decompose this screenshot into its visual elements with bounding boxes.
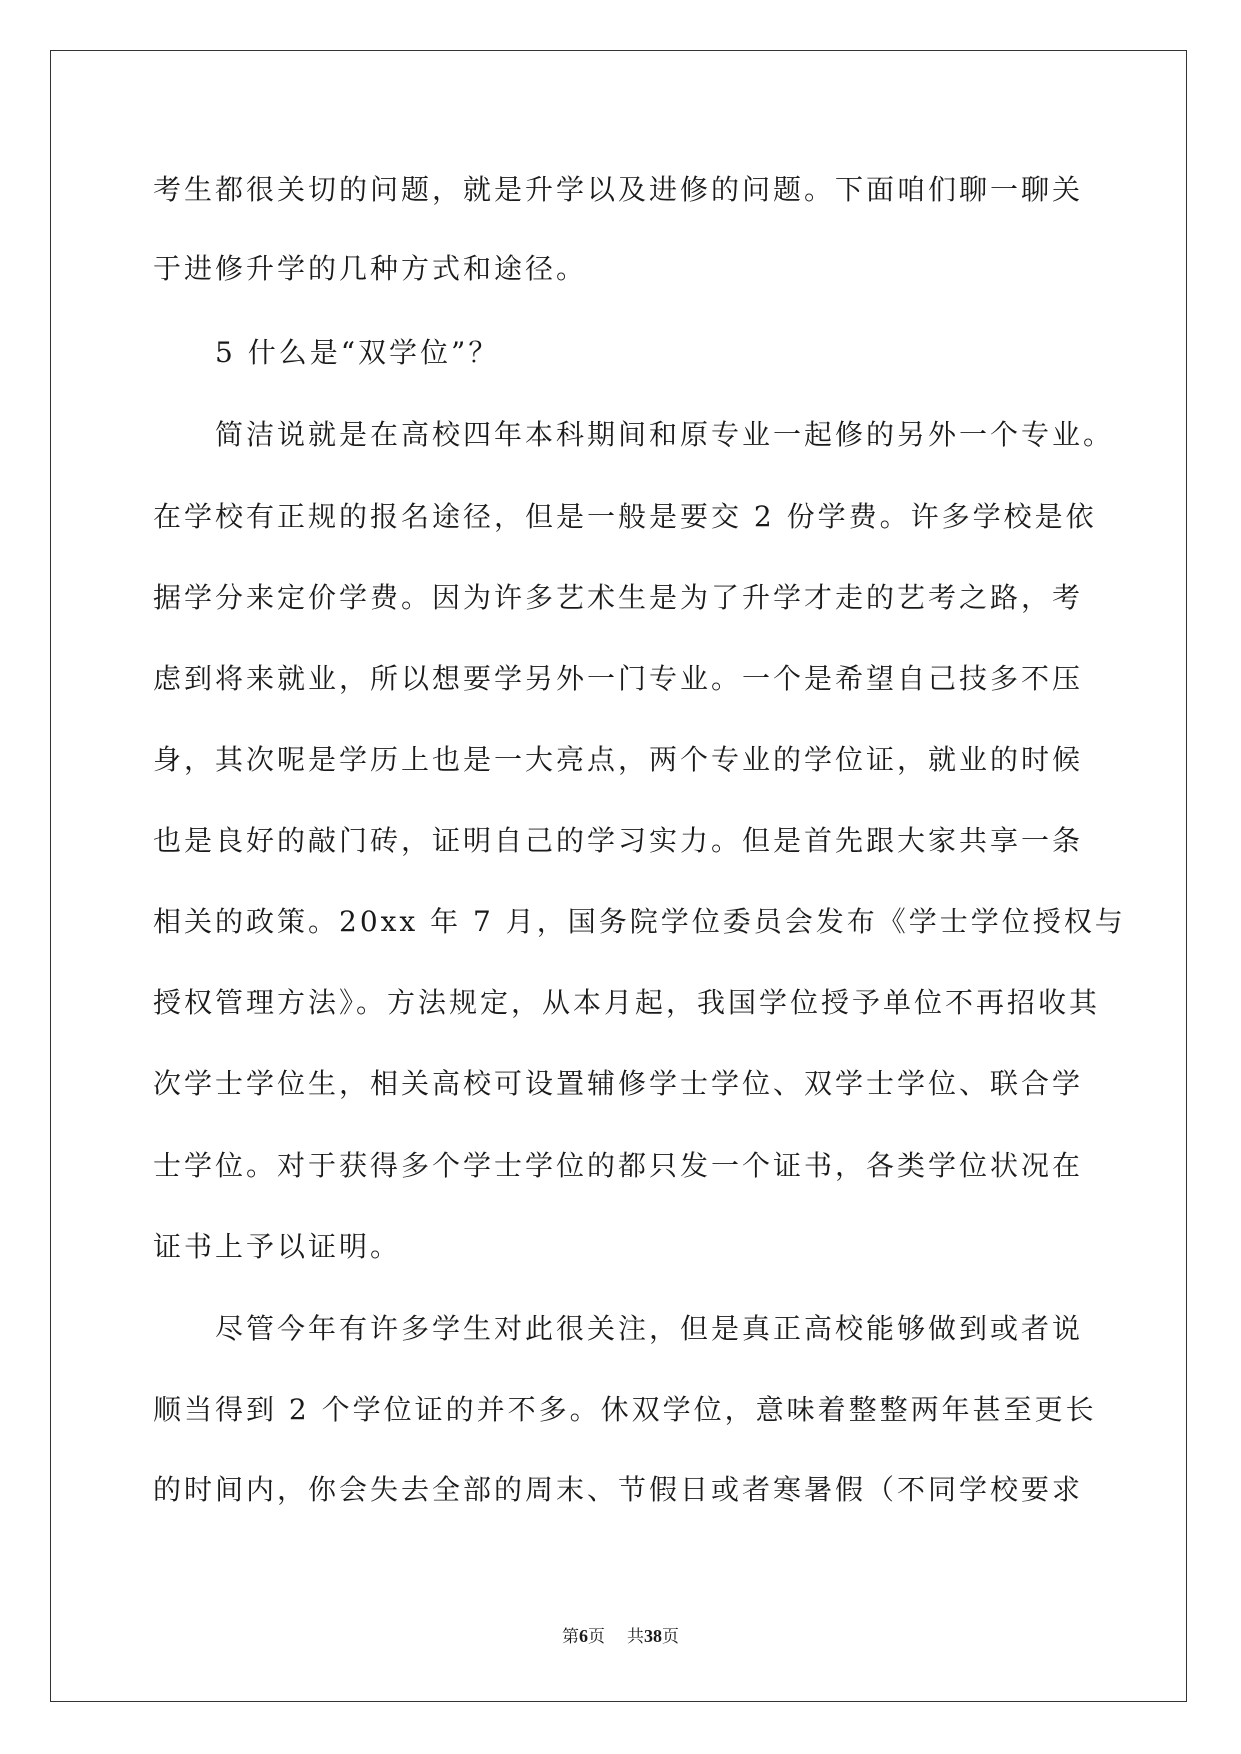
text-line: 也是良好的敲门砖，证明自己的学习实力。但是首先跟大家共享一条 <box>153 824 1084 857</box>
text-line: 授权管理方法》。方法规定，从本月起，我国学位授予单位不再招收其 <box>153 986 1101 1019</box>
text-line: 简洁说就是在高校四年本科期间和原专业一起修的另外一个专业。 <box>215 418 1115 451</box>
page-footer <box>0 1624 1241 1649</box>
total-pages: 38 <box>644 1626 662 1646</box>
text-line: 士学位。对于获得多个学士学位的都只发一个证书，各类学位状况在 <box>153 1149 1084 1182</box>
text-line: 于进修升学的几种方式和途径。 <box>153 252 588 285</box>
footer-page-suffix: 页 <box>588 1627 605 1647</box>
text-line: 尽管今年有许多学生对此很关注，但是真正高校能够做到或者说 <box>215 1312 1084 1345</box>
footer-prefix: 第 <box>562 1627 579 1647</box>
page-border <box>50 50 1187 1702</box>
page-number: 6 <box>579 1626 588 1646</box>
text-line: 身，其次呢是学历上也是一大亮点，两个专业的学位证，就业的时候 <box>153 743 1084 776</box>
text-line: 在学校有正规的报名途径，但是一般是要交 2 份学费。许多学校是依 <box>153 500 1097 533</box>
text-line: 虑到将来就业，所以想要学另外一门专业。一个是希望自己技多不压 <box>153 662 1084 695</box>
footer-total-suffix: 页 <box>662 1627 679 1647</box>
text-line: 次学士学位生，相关高校可设置辅修学士学位、双学士学位、联合学 <box>153 1067 1084 1100</box>
text-line: 考生都很关切的问题，就是升学以及进修的问题。下面咱们聊一聊关 <box>153 173 1084 206</box>
text-line: 相关的政策。20xx 年 7 月，国务院学位委员会发布《学士学位授权与 <box>153 905 1126 938</box>
text-line: 顺当得到 2 个学位证的并不多。休双学位，意味着整整两年甚至更长 <box>153 1393 1097 1426</box>
text-line: 证书上予以证明。 <box>153 1230 402 1263</box>
section-heading: 5 什么是“双学位”？ <box>215 336 500 369</box>
footer-total-prefix: 共 <box>627 1627 644 1647</box>
text-line: 的时间内，你会失去全部的周末、节假日或者寒暑假（不同学校要求 <box>153 1473 1084 1506</box>
text-line: 据学分来定价学费。因为许多艺术生是为了升学才走的艺考之路，考 <box>153 581 1084 614</box>
